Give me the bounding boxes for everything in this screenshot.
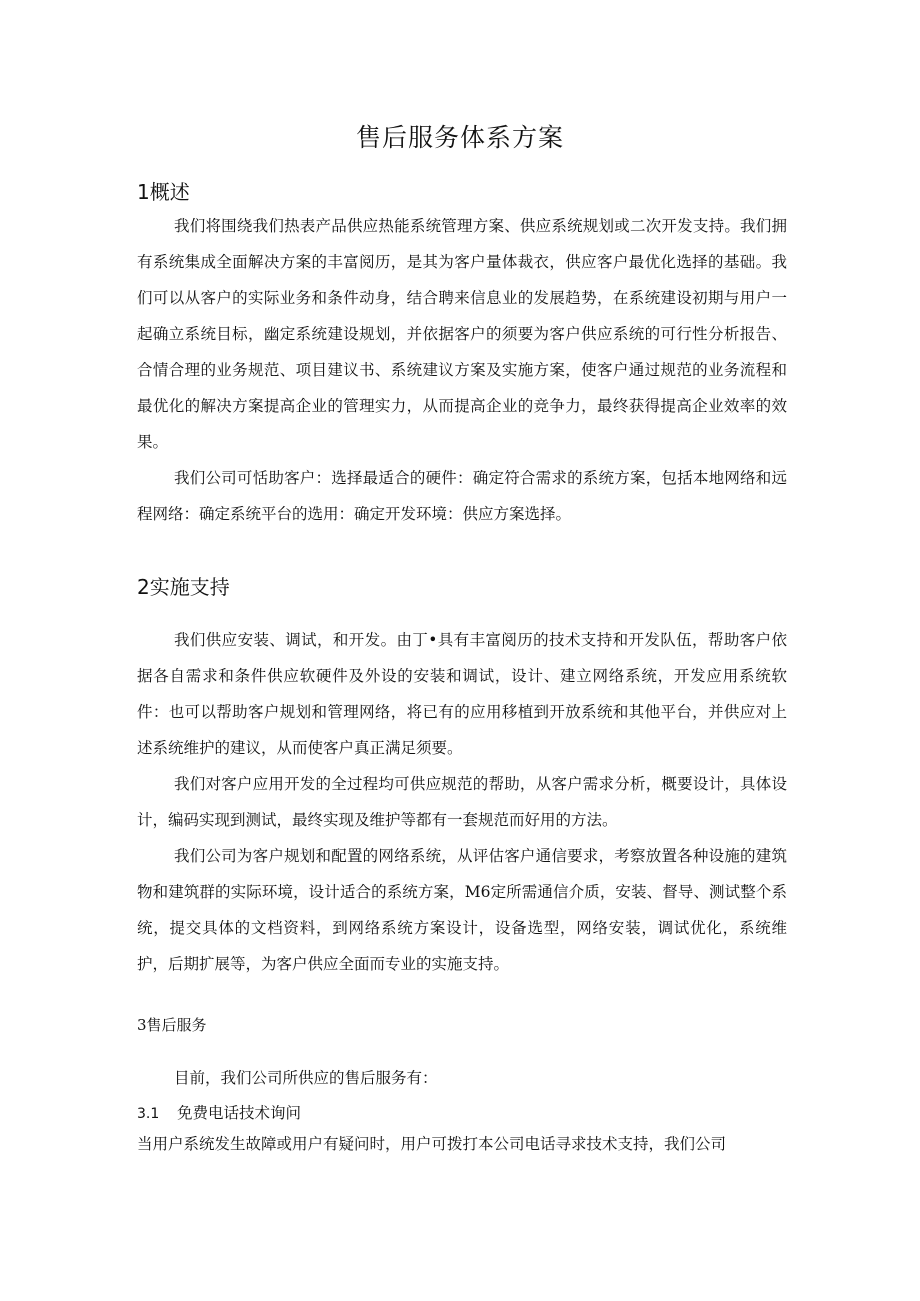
subsection-title: 免费电话技术询问: [177, 1104, 302, 1122]
section-1-paragraph-1: 我们将围绕我们热表产品供应热能系统管理方案、供应系统规划或二次开发支持。我们拥有系统集成全面解决方案的丰富阅历，是其为客户量体裁衣，供应客户最优化选择的基础。我们可以从客户的实际业务和条件动身，结合聘来信息业的发展趋势，在系统建设初期与用户一起确立系统目标，幽定系统建设规划，并依据客户的须要为客户供应系统的可行性分析报告、合情合理的业务规范、项目建议书、系统建议方案及实施方案，使客户通过规范的业务流程和最优化的解决方案提高企业的管理实力，从而提高企业的竞争力，最终获得提高企业效率的效果。: [137, 217, 787, 451]
section-3-heading: 3售后服务: [137, 1016, 207, 1034]
subsection-3-1-heading: [137, 1101, 301, 1123]
section-2-paragraph-3: 我们公司为客户规划和配置的网络系统，从评估客户通信要求，考察放置各种设施的建筑物和建筑群的实际环境，设计适合的系统方案，M6定所需通信介质，安装、督导、测试整个系统，提交具体的文档资料，到网络系统方案设计，设备选型，网络安装，调试优化，系统维护，后期扩展等，为客户供应全面而专业的实施支持。: [137, 847, 787, 973]
section-1-heading: 1概述: [137, 180, 190, 204]
section-2-paragraph-2: 我们对客户应用开发的全过程均可供应规范的帮助，从客户需求分析，概要设计，具体设计，编码实现到测试，最终实现及维护等都有一套规范而好用的方法。: [137, 775, 787, 829]
subsection-number: 3.1: [137, 1106, 160, 1122]
section-1-paragraph-2: 我们公司可恬助客户：选择最适合的硬件：确定符合需求的系统方案，包括本地网络和远程网络：确定系统平台的选用：确定开发环境：供应方案选择。: [137, 469, 787, 523]
section-2-heading: 2实施支持: [137, 575, 230, 599]
subsection-3-1-text: 当用户系统发生故障或用户有疑问时，用户可拨打本公司电话寻求技术支持，我们公司: [137, 1135, 727, 1153]
section-3-intro: 目前，我们公司所供应的售后服务有：: [174, 1069, 438, 1087]
section-2-paragraph-1: 我们供应安装、调试，和开发。由丁•具有丰富阅历的技术支持和开发队伍，帮助客户依据各自需求和条件供应软硬件及外设的安装和调试，设计、建立网络系统，开发应用系统软件：也可以帮助客户规划和管理网络，将已有的应用移植到开放系统和其他平台，并供应对上述系统维护的建议，从而使客户真正满足须要。: [137, 631, 787, 757]
document-title: 售后服务体系方案: [355, 123, 564, 152]
